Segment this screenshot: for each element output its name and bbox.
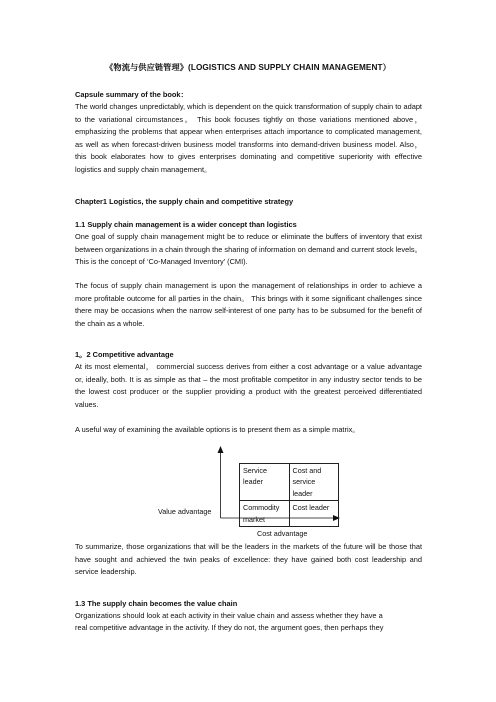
competitive-matrix [239, 463, 339, 527]
capsule-heading: Capsule summary of the book： [75, 90, 188, 99]
section-1-2-paragraph-3: To summarize, those organizations that will be the leaders in the markets of the future will be those that have sought and achieved the twin peaks of excellence: they have gained both cost leadership and service leadership. [75, 542, 422, 577]
value-advantage-label: Value advantage [158, 507, 212, 516]
matrix-cell-commodity-market: Commodity market [240, 501, 290, 527]
matrix-cell-service-leader: Service leader [240, 464, 290, 501]
value-axis-arrowhead [218, 446, 224, 453]
section-1-1-paragraph-2: The focus of supply chain management is upon the management of relationships in order to achieve a more profitable outcome for all parties in the chain。 This brings with it some significant challenges since there may be occasions when the narrow self-interest of one party has to be subsumed for the benefit of the chain as a whole. [75, 281, 422, 328]
section-1-3-line-1: Organizations should look at each activity in their value chain and assess whether they have a [75, 611, 383, 620]
section-1-3-heading: 1.3 The supply chain becomes the value chain [75, 599, 238, 608]
book-title: 《物流与供应链管理》(LOGISTICS AND SUPPLY CHAIN MANAGEMENT） [105, 63, 391, 72]
matrix-cell-cost-and-service-leader: Cost and service leader [289, 464, 339, 501]
section-1-3-line-2: real competitive advantage in the activity. If they do not, the argument goes, then perhaps they [75, 623, 384, 632]
capsule-paragraph: The world changes unpredictably, which is dependent on the quick transformation of supply chain to adapt to the variational circumstances。 This book focuses tightly on those variations mentioned above， emphasizing the problems that appear when enterprises attach importance to complicated management, as well as when forecast-driven business model transforms into demand-driven business model. Also， this book elaborates how to gives enterprises dominating and competitive superiority with effective logistics and supply chain management。 [75, 102, 422, 174]
section-1-1-paragraph-1: One goal of supply chain management might be to reduce or eliminate the buffers of inventory that exist between organizations in a chain through the sharing of information on demand and current stock levels。 This is the concept of ‘Co-Managed Inventory’ (CMI). [75, 232, 422, 267]
section-1-2-heading: 1。2 Competitive advantage [75, 350, 174, 359]
section-1-2-paragraph-1: At its most elemental， commercial success derives from either a cost advantage or a value advantage or, ideally, both. It is as simple as that – the most profitable competitor in any industry sector tends to be the lowest cost producer or the supplier providing a product with the greatest perceived differentiated values. [75, 362, 422, 409]
section-1-1-heading: 1.1 Supply chain management is a wider concept than logistics [75, 220, 297, 229]
cost-advantage-label: Cost advantage [257, 529, 308, 538]
chapter-heading: Chapter1 Logistics, the supply chain and competitive strategy [75, 197, 294, 206]
matrix-cell-cost-leader: Cost leader [289, 501, 339, 527]
section-1-2-paragraph-2: A useful way of examining the available options is to present them as a simple matrix。 [75, 425, 360, 434]
